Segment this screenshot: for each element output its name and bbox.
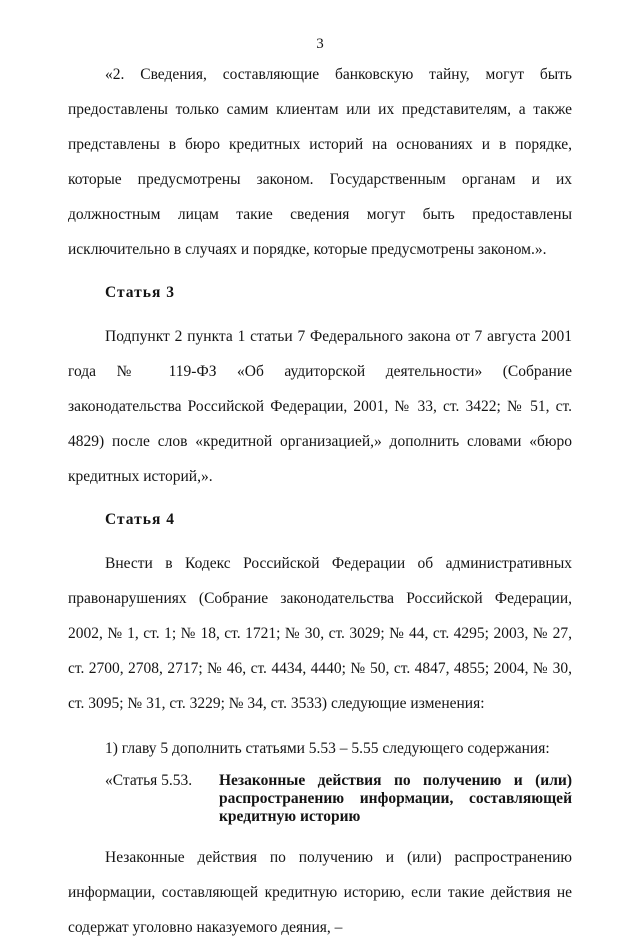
article-3-text: Подпункт 2 пункта 1 статьи 7 Федерального закона от 7 августа 2001 года № 119-ФЗ «Об аудиторской деятельности» (Собрание законодательства Российской Федерации, 2001, № 33, ст. 3422; № 51, ст. 4829) после слов «кредитной организацией,» дополнить словами «бюро кредитных историй,».	[68, 328, 572, 485]
quoted-article-title: Незаконные действия по получению и (или) распространению информации, составляющей кредитную историю	[219, 772, 572, 825]
document-body	[68, 57, 572, 945]
quoted-article-label: «Статья 5.53.	[105, 772, 193, 789]
page-number: 3	[316, 36, 324, 52]
quoted-article-5-53	[105, 772, 572, 826]
article-4-heading: Статья 4	[105, 511, 175, 528]
quoted-article-text: Незаконные действия по получению и (или) распространению информации, составляющей кредитную историю, если такие действия не содержат уголовно наказуемого деяния, –	[68, 849, 572, 936]
article-4-item-1: 1) главу 5 дополнить статьями 5.53 – 5.55 следующего содержания:	[105, 740, 550, 757]
paragraph-bank-secrecy: «2. Сведения, составляющие банковскую тайну, могут быть предоставлены только самим клиентам или их представителям, а также представлены в бюро кредитных историй на основаниях и в порядке, которые предусмотрены законом. Государственным органам и их должностным лицам такие сведения могут быть предоставлены исключительно в случаях и порядке, которые предусмотрены законом.».	[68, 66, 572, 258]
article-3-heading: Статья 3	[105, 284, 175, 301]
article-4-intro: Внести в Кодекс Российской Федерации об административных правонарушениях (Собрание законодательства Российской Федерации, 2002, № 1, ст. 1; № 18, ст. 1721; № 30, ст. 3029; № 44, ст. 4295; 2003, № 27, ст. 2700, 2708, 2717; № 46, ст. 4434, 4440; № 50, ст. 4847, 4855; 2004, № 30, ст. 3095; № 31, ст. 3229; № 34, ст. 3533) следующие изменения:	[68, 555, 572, 712]
